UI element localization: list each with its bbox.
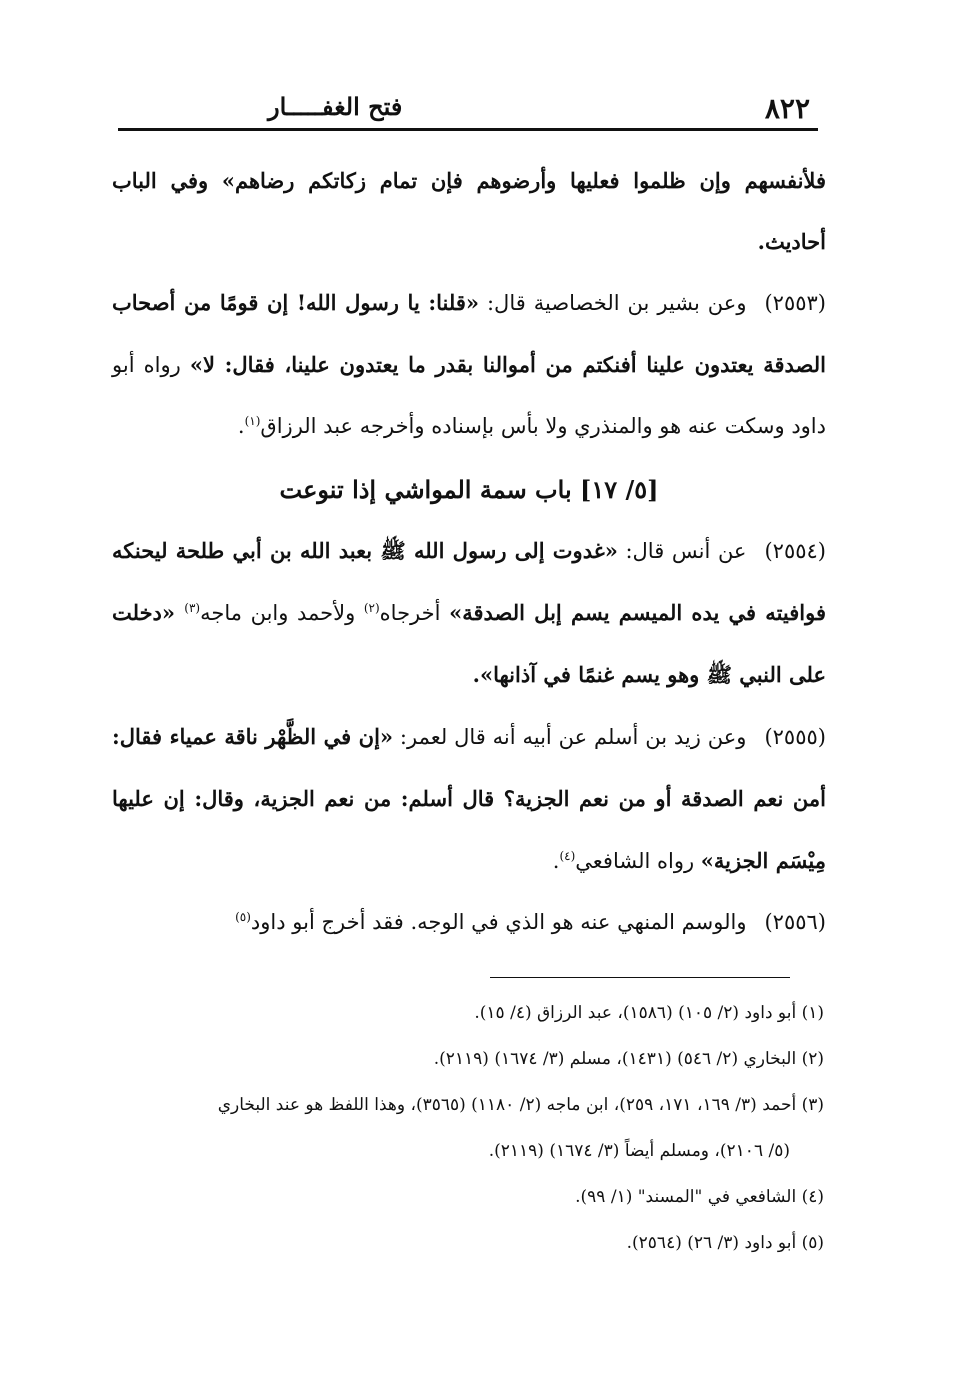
footnote-ref: (٤) [559,849,576,863]
sentence-end: . [237,414,245,438]
page-number: ٨٢٢ [764,92,810,125]
footnote-ref: (٢) [363,601,380,615]
footnote-2: (٢) البخاري (٢/ ٥٤٦) (١٤٣١)، مسلم (٣/ ١٦٧٤) (٢١١٩). [433,1049,824,1069]
narration-source: رواه الشافعي [575,849,701,873]
hadith-quote: «قلنا: يا رسول الله! إن قومًا من أصحاب الصدقة يعتدون علينا أفنكتم من أموالنا بقدر ما يعتدون علينا، فقال: لا» [112,290,827,377]
hadith-number: (٢٥٥٦) [764,910,826,934]
paragraph-continuation [112,150,826,272]
hadith-number: (٢٥٥٥) [764,725,826,749]
hadith-2554 [112,520,826,706]
hadith-number: (٢٥٥٣) [764,291,826,315]
footnote-5: (٥) أبو داود (٣/ ٢٦) (٢٥٦٤). [626,1233,824,1253]
hadith-2555 [112,706,826,892]
footnote-ref: (١) [244,414,261,428]
paragraph-text: فلأنفسهم وإن ظلموا فعليها وأرضوهم فإن تمام زكاتكم رضاهم» وفي الباب أحاديث. [112,168,826,254]
narration-source: ولأحمد وابن ماجه [200,601,364,625]
main-text [112,150,826,953]
hadith-2553 [112,272,826,457]
footnotes [108,990,824,1266]
footnote-ref: (٣) [184,601,201,615]
footnote-separator [490,977,790,978]
narration-text: والوسم المنهي عنه هو الذي في الوجه. فقد أخرج أبو داود [250,910,747,934]
footnote-4: (٤) الشافعي في "المسند" (١/ ٩٩). [575,1187,824,1207]
narration-intro: وعن زيد بن أسلم عن أبيه أنه قال لعمر: [393,725,747,749]
narration-source: أخرجاه [379,601,450,625]
page-header [118,90,818,126]
footnote-3-continued: (٥/ ٢١٠٦)، ومسلم أيضاً (٣/ ١٦٧٤) (٢١١٩). [488,1141,790,1161]
hadith-number: (٢٥٥٤) [764,539,826,563]
footnote-ref: (٥) [235,910,251,924]
sentence-end: . [552,849,560,873]
hadith-quote: «دخلت على النبي ﷺ وهو يسم غنمًا في آذانها». [112,600,826,687]
footnote-3: (٣) أحمد (٣/ ١٦٩، ١٧١، ٢٥٩)، ابن ماجه (٢/ ١١٨٠) (٣٥٦٥)، وهذا اللفظ هو عند البخاري [217,1095,824,1115]
chapter-heading: [٥/ ١٧] باب سمة المواشي إذا تنوعت [279,475,659,504]
narration-source: رواه أبو داود وسكت عنه هو والمنذري ولا بأس بإسناده وأخرجه عبد الرزاق [112,353,826,438]
footnote-1: (١) أبو داود (٢/ ١٠٥) (١٥٨٦)، عبد الرزاق (٤/ ١٥). [474,1003,824,1023]
hadith-2556 [112,892,826,953]
running-title: فتح الغفـــــار [268,92,403,121]
narration-intro: وعن بشير بن الخصاصية قال: [479,291,747,315]
narration-intro: عن أنس قال: [617,539,747,563]
header-rule [118,128,818,131]
hadith-quote: «إن في الظَّهْر ناقة عمياء فقال: أمن نعم الصدقة أو من نعم الجزية؟ قال أسلم: من نعم الجزية، وقال: إن عليها مِيْسَم الجزية» [112,724,826,873]
hadith-quote: «غدوت إلى رسول الله ﷺ بعبد الله بن أبي طلحة ليحنكه فوافيته في يده الميسم يسم إبل الصدقة» [112,538,827,625]
